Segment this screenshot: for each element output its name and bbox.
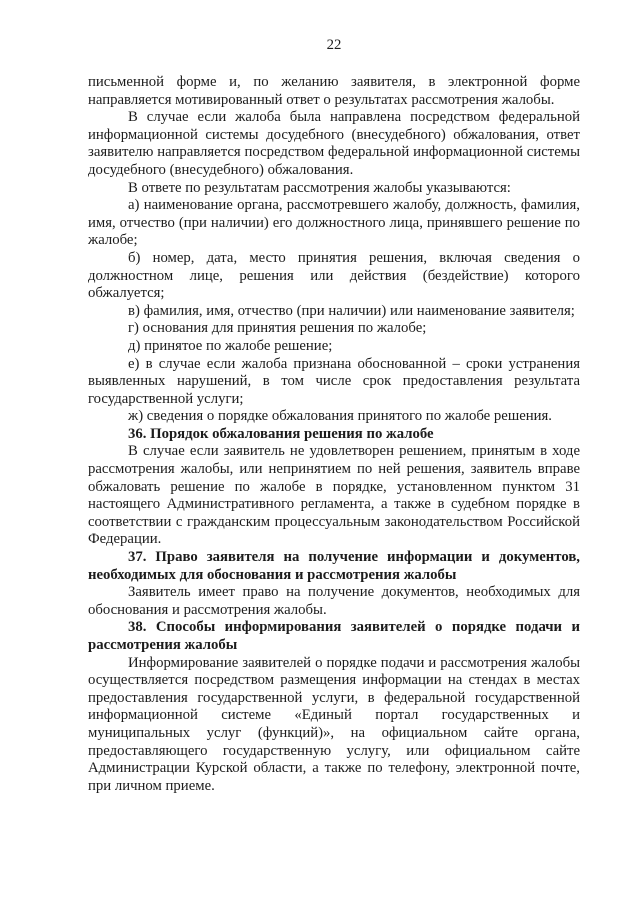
page-number: 22 — [326, 37, 342, 53]
section-37-paragraph: Заявитель имеет право на получение документов, необходимых для обоснования и рассмотрения жалобы. — [88, 584, 580, 618]
answer-item-a: а) наименование органа, рассмотревшего жалобу, должность, фамилия, имя, отчество (при наличии) его должностного лица, принявшего решение по жалобе; — [88, 197, 580, 249]
section-38-heading: 38. Способы информирования заявителей о порядке подачи и рассмотрения жалобы — [88, 619, 580, 653]
section-37-heading: 37. Право заявителя на получение информации и документов, необходимых для обоснования и рассмотрения жалобы — [88, 549, 580, 583]
federal-system-paragraph: В случае если жалоба была направлена посредством федеральной информационной системы досудебного (внесудебного) обжалования, ответ заявителю направляется посредством федеральной информационной системы досудебного (внесудебного) обжалования. — [88, 109, 580, 178]
continuation-paragraph: письменной форме и, по желанию заявителя, в электронной форме направляется мотивированный ответ о результатах рассмотрения жалобы. — [88, 74, 580, 108]
answer-lead-paragraph: В ответе по результатам рассмотрения жалобы указываются: — [128, 179, 511, 196]
answer-item-zh: ж) сведения о порядке обжалования принятого по жалобе решения. — [128, 408, 552, 425]
answer-item-d: д) принятое по жалобе решение; — [128, 337, 333, 354]
answer-item-v: в) фамилия, имя, отчество (при наличии) или наименование заявителя; — [128, 302, 575, 319]
answer-item-g: г) основания для принятия решения по жалобе; — [128, 320, 427, 337]
section-36-heading: 36. Порядок обжалования решения по жалобе — [128, 425, 434, 442]
section-36-paragraph: В случае если заявитель не удовлетворен решением, принятым в ходе рассмотрения жалобы, или непринятием по ней решения, заявитель вправе обжаловать решение по жалобе в порядке, установленном пунктом 31 настоящего Административного регламента, а также в судебном порядке в соответствии с гражданским процессуальным законодательством Российской Федерации. — [88, 443, 580, 548]
answer-item-e: е) в случае если жалоба признана обоснованной – сроки устранения выявленных нарушений, в том числе срок предоставления результата государственной услуги; — [88, 355, 580, 407]
answer-item-b: б) номер, дата, место принятия решения, включая сведения о должностном лице, решения или действия (бездействие) которого обжалуется; — [88, 249, 580, 302]
section-38-paragraph: Информирование заявителей о порядке подачи и рассмотрения жалобы осуществляется посредством размещения информации на стендах в местах предоставления государственной услуги, в федеральной государственной информационной системе «Единый портал государственных и муниципальных услуг (функций)», на официальном сайте органа, предоставляющего государственную услугу, или официальном сайте Администрации Курской области, а также по телефону, электронной почте, при личном приеме. — [88, 654, 580, 794]
document-body — [88, 74, 580, 795]
